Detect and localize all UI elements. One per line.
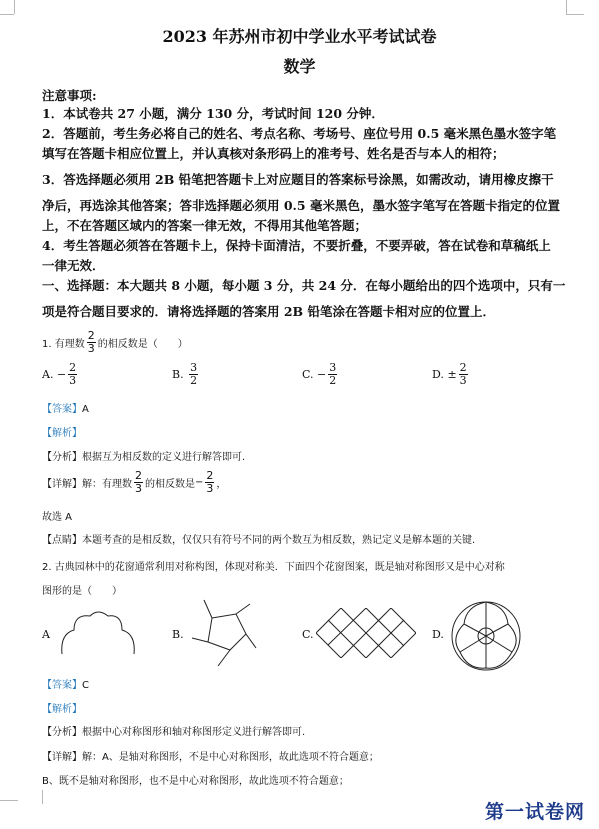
- fraction-numerator: 2: [69, 361, 77, 374]
- answer-value: A: [82, 404, 89, 415]
- fenxi-text: 根据互为相反数的定义进行解答即可.: [82, 452, 246, 463]
- xiangjie-pre: 解：有理数: [82, 479, 132, 490]
- fenxi-tag: 【分析】: [42, 727, 82, 738]
- fenxi-text: 根据中心对称图形和轴对称图形定义进行解答即可.: [82, 727, 306, 738]
- section-heading: 一、选择题：本大题共 8 小题，每小题 3 分，共 24 分．在每小题给出的四个选项中，只有一: [42, 278, 566, 293]
- q1-option-c: [302, 362, 339, 387]
- crop-mark: [566, 14, 584, 15]
- q1-stem-pre: 1. 有理数: [42, 339, 85, 350]
- cloud-figure: [58, 608, 138, 658]
- option-label: C.: [302, 368, 314, 381]
- notice-line: 一律无效．: [42, 258, 105, 273]
- fraction-numerator: 2: [459, 361, 467, 374]
- q2-stem: 图形的是（ ）: [42, 586, 122, 597]
- fraction-numerator: 2: [135, 469, 142, 482]
- q1-stem-fraction: [87, 330, 96, 355]
- q1-option-d: [432, 362, 470, 387]
- option-fraction: [459, 362, 468, 387]
- fraction-denominator: 2: [329, 374, 337, 387]
- q2-fenxi: [42, 723, 305, 738]
- footer-logo: 第一试卷网: [484, 801, 585, 823]
- option-sign: ±: [447, 368, 457, 381]
- q2-b-line: B、既不是轴对称图形，也不是中心对称图形，故此选项不符合题意；: [42, 776, 349, 787]
- q1-conclusion: 故选 A: [42, 512, 73, 523]
- dianjing-text: 本题考查的是相反数，仅仅只有符号不同的两个数互为相反数，熟记定义是解本题的关键.: [82, 535, 476, 546]
- q1-jiexi-tag: 【解析】: [42, 428, 82, 439]
- notice-line: 1．本试卷共 27 小题，满分 130 分，考试时间 120 分钟．: [42, 106, 384, 121]
- crop-mark: [42, 790, 43, 804]
- xiangjie-tag: 【详解】: [42, 479, 82, 490]
- option-fraction: [328, 362, 337, 387]
- xiangjie-tag: 【详解】: [42, 752, 82, 763]
- q2-option-b-label: B.: [172, 628, 184, 641]
- q1-answer: [42, 400, 89, 415]
- q2-option-d-label: D.: [432, 628, 444, 641]
- lattice-figure: [316, 608, 416, 658]
- option-label: A.: [42, 368, 54, 381]
- q2-jiexi-tag: 【解析】: [42, 704, 82, 715]
- dianjing-tag: 【点睛】: [42, 535, 82, 546]
- fraction-denominator: 3: [459, 374, 467, 387]
- answer-tag: 【答案】: [42, 680, 82, 691]
- q2-option-c-label: C.: [302, 628, 314, 641]
- xiangjie-text: 解：A、是轴对称图形，不是中心对称图形，故此选项不符合题意；: [82, 752, 379, 763]
- xiangjie-end: ，: [216, 479, 227, 490]
- q1-stem: [42, 330, 188, 355]
- fraction-denominator: 2: [190, 374, 198, 387]
- answer-tag: 【答案】: [42, 404, 82, 415]
- fraction-numerator: 2: [87, 329, 95, 342]
- fraction-denominator: 3: [135, 482, 142, 495]
- option-fraction: [189, 362, 198, 387]
- option-sign: −: [56, 368, 67, 381]
- q2-option-a-label: A: [42, 628, 50, 641]
- option-sign: −: [317, 368, 327, 381]
- fraction-denominator: 3: [87, 342, 95, 355]
- fraction-numerator: 3: [190, 361, 198, 374]
- xiangjie-sign: −: [195, 477, 204, 488]
- answer-value: C: [82, 680, 89, 691]
- fraction-denominator: 3: [69, 374, 77, 387]
- page-title: 2023 年苏州市初中学业水平考试试卷: [162, 27, 437, 46]
- section-heading: 项是符合题目要求的．请将选择题的答案用 2B 铅笔涂在答题卡相对应的位置上．: [42, 304, 495, 319]
- fraction-denominator: 3: [206, 482, 214, 495]
- q1-option-b: [172, 362, 200, 387]
- plum-blossom-figure: [446, 596, 526, 676]
- crop-mark: [566, 0, 567, 14]
- crop-mark: [0, 800, 18, 801]
- option-label: D.: [432, 368, 444, 381]
- notice-line: 净后，再选涂其他答案；答非选择题必须用 0.5 毫米黑色，墨水签字笔写在答题卡指定的位置: [42, 198, 560, 213]
- xiangjie-fraction: [205, 470, 214, 495]
- fenxi-tag: 【分析】: [42, 452, 82, 463]
- q1-xiangjie: [42, 470, 226, 495]
- q2-xiangjie: [42, 748, 379, 763]
- option-fraction: [68, 362, 77, 387]
- option-label: B.: [172, 368, 184, 381]
- q1-fenxi: [42, 448, 245, 463]
- fraction-numerator: 3: [329, 361, 337, 374]
- q1-option-a: [42, 362, 79, 387]
- q2-stem: 2. 古典园林中的花窗通常利用对称构图，体现对称美．下面四个花窗图案，既是轴对称图形又是中心对称: [42, 562, 505, 573]
- notice-line: 4．考生答题必须答在答题卡上，保持卡面清洁，不要折叠，不要弄破，答在试卷和草稿纸上: [42, 238, 551, 253]
- xiangjie-mid: 的相反数是: [145, 479, 195, 490]
- crop-mark: [0, 14, 14, 15]
- notice-line: 上，不在答题区域内的答案一律无效，不得用其他笔答题；: [42, 218, 368, 233]
- crop-mark: [14, 0, 15, 14]
- notice-heading: 注意事项:: [42, 88, 97, 103]
- notice-line: 2．答题前，考生务必将自己的姓名、考点名称、考场号、座位号用 0.5 毫米黑色墨水签字笔: [42, 126, 557, 141]
- q2-answer: [42, 676, 89, 691]
- notice-line: 填写在答题卡相应位置上，并认真核对条形码上的准考号、姓名是否与本人的相符；: [42, 146, 505, 161]
- pentagon-pinwheel-figure: [190, 598, 260, 668]
- fraction-numerator: 2: [206, 469, 214, 482]
- subject-title: 数学: [283, 57, 316, 76]
- q1-stem-post: 的相反数是（ ）: [97, 339, 188, 350]
- notice-line: 3．答选择题必须用 2B 铅笔把答题卡上对应题目的答案标号涂黑，如需改动，请用橡皮擦干: [42, 172, 554, 187]
- q1-dianjing: [42, 531, 475, 546]
- xiangjie-fraction: [134, 470, 143, 495]
